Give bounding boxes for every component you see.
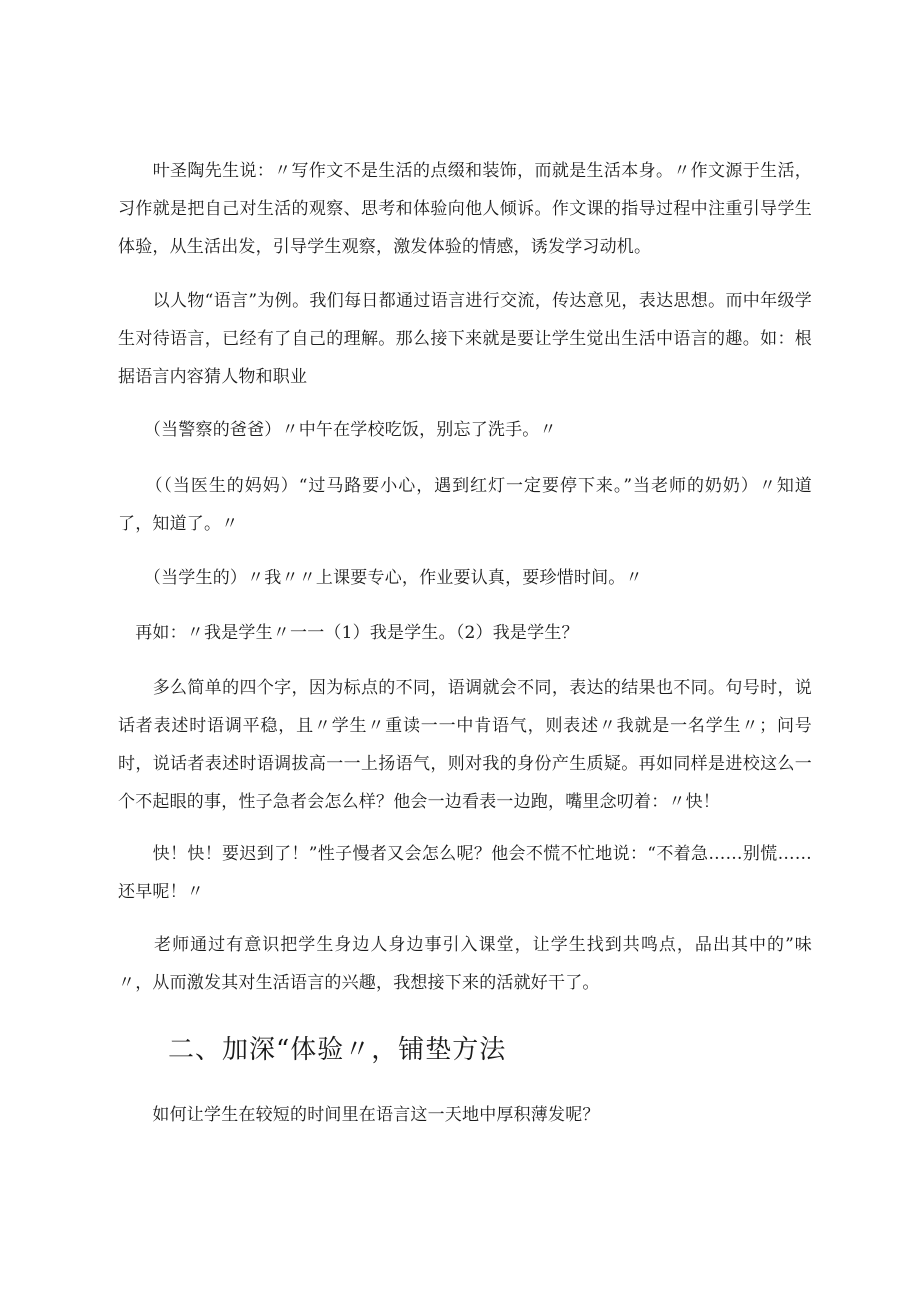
paragraph-9: 老师通过有意识把学生身边人身边事引入课堂，让学生找到共鸣点，品出其中的”味〃，从而激发其对生活语言的兴趣，我想接下来的活就好干了。 — [118, 935, 812, 993]
paragraph-8: 快！快！要迟到了！”性子慢者又会怎么呢？他会不慌不忙地说：“不着急……别慌……还早呢！〃 — [118, 844, 812, 902]
paragraph-5: （当学生的）〃我〃〃上课要专心，作业要认真，要珍惜时间。〃 — [118, 568, 643, 588]
paragraph-1: 叶圣陶先生说：〃写作文不是生活的点缀和装饰，而就是生活本身。〃作文源于生活，习作就是把自己对生活的观察、思考和体验向他人倾诉。作文课的指导过程中注重引导学生体验，从生活出发，引导学生观察，激发体验的情感，诱发学习动机。 — [118, 161, 812, 257]
paragraph-3: （当警察的爸爸）〃中午在学校吃饭，别忘了洗手。〃 — [118, 420, 557, 440]
section-heading: 二、加深“体验〃，铺垫方法 — [168, 1035, 507, 1065]
paragraph-2: 以人物“语言”为例。我们每日都通过语言进行交流，传达意见，表达思想。而中年级学生对待语言，已经有了自己的理解。那么接下来就是要让学生觉出生活中语言的趣。如：根据语言内容猜人物和职业 — [118, 291, 812, 387]
closing-paragraph: 如何让学生在较短的时间里在语言这一天地中厚积薄发呢？ — [118, 1105, 600, 1125]
paragraph-4: （（当医生的妈妈）“过马路要小心，遇到红灯一定要停下来。”当老师的奶奶）〃知道了，知道了。〃 — [118, 476, 812, 534]
paragraph-6: 再如：〃我是学生〃一一（1）我是学生。（2）我是学生？ — [118, 623, 579, 643]
paragraph-7: 多么简单的四个字，因为标点的不同，语调就会不同，表达的结果也不同。句号时，说话者表述时语调平稳，且〃学生〃重读一一中肯语气，则表述〃我就是一名学生〃；问号时，说话者表述时语调拔高一一上扬语气，则对我的身份产生质疑。再如同样是进校这么一个不起眼的事，性子急者会怎么样？他会一边看表一边跑，嘴里念叨着：〃快！ — [118, 678, 812, 812]
